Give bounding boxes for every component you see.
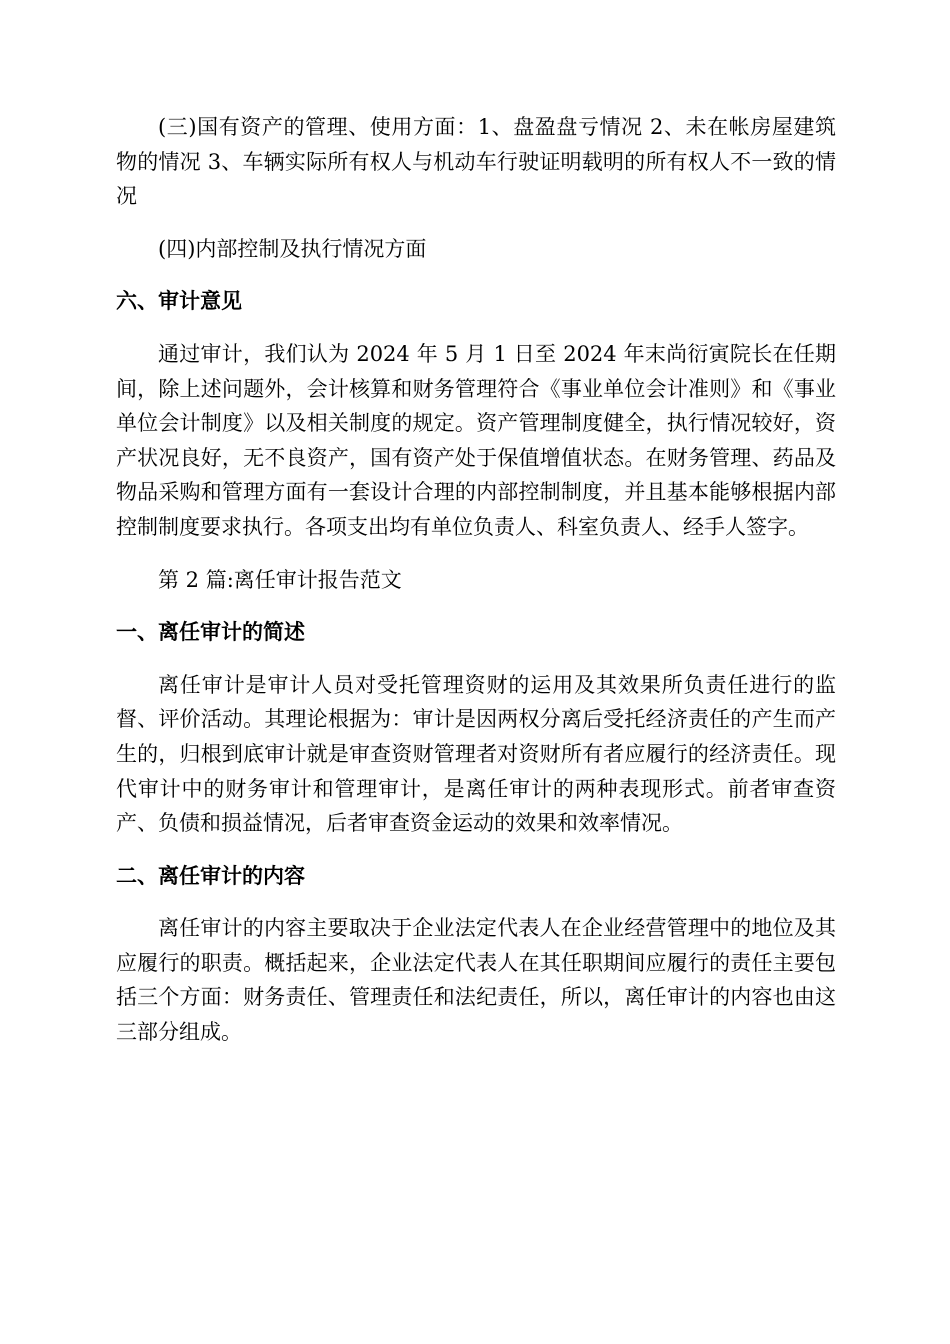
paragraph-article-title: 第 2 篇:离任审计报告范文 <box>158 567 402 592</box>
paragraph-content: 离任审计的内容主要取决于企业法定代表人在企业经营管理中的地位及其应履行的职责。概括起来，企业法定代表人在其任职期间应履行的责任主要包括三个方面：财务责任、管理责任和法纪责任，所以，离任审计的内容也由这三部分组成。 <box>116 916 836 1045</box>
paragraph-audit-opinion: 通过审计，我们认为 2024 年 5 月 1 日至 2024 年末尚衍寅院长在任期间，除上述问题外，会计核算和财务管理符合《事业单位会计准则》和《事业单位会计制度》以及相关制度的规定。资产管理制度健全，执行情况较好，资产状况良好，无不良资产，国有资产处于保值增值状态。在财务管理、药品及物品采购和管理方面有一套设计合理的内部控制制度，并且基本能够根据内部控制制度要求执行。各项支出均有单位负责人、科室负责人、经手人签字。 <box>116 341 836 539</box>
document-page <box>116 110 836 1050</box>
paragraph-internal-control: (四)内部控制及执行情况方面 <box>158 236 427 261</box>
heading-content: 二、离任审计的内容 <box>116 863 305 888</box>
paragraph-overview: 离任审计是审计人员对受托管理资财的运用及其效果所负责任进行的监督、评价活动。其理论根据为：审计是因两权分离后受托经济责任的产生而产生的，归根到底审计就是审查资财管理者对资财所有者应履行的经济责任。现代审计中的财务审计和管理审计，是离任审计的两种表现形式。前者审查资产、负债和损益情况，后者审查资金运动的效果和效率情况。 <box>116 672 836 836</box>
paragraph-state-assets: (三)国有资产的管理、使用方面：1、盘盈盘亏情况 2、未在帐房屋建筑物的情况 3、车辆实际所有权人与机动车行驶证明载明的所有权人不一致的情况 <box>116 115 836 209</box>
heading-overview: 一、离任审计的简述 <box>116 620 305 645</box>
heading-audit-opinion: 六、审计意见 <box>116 289 242 314</box>
